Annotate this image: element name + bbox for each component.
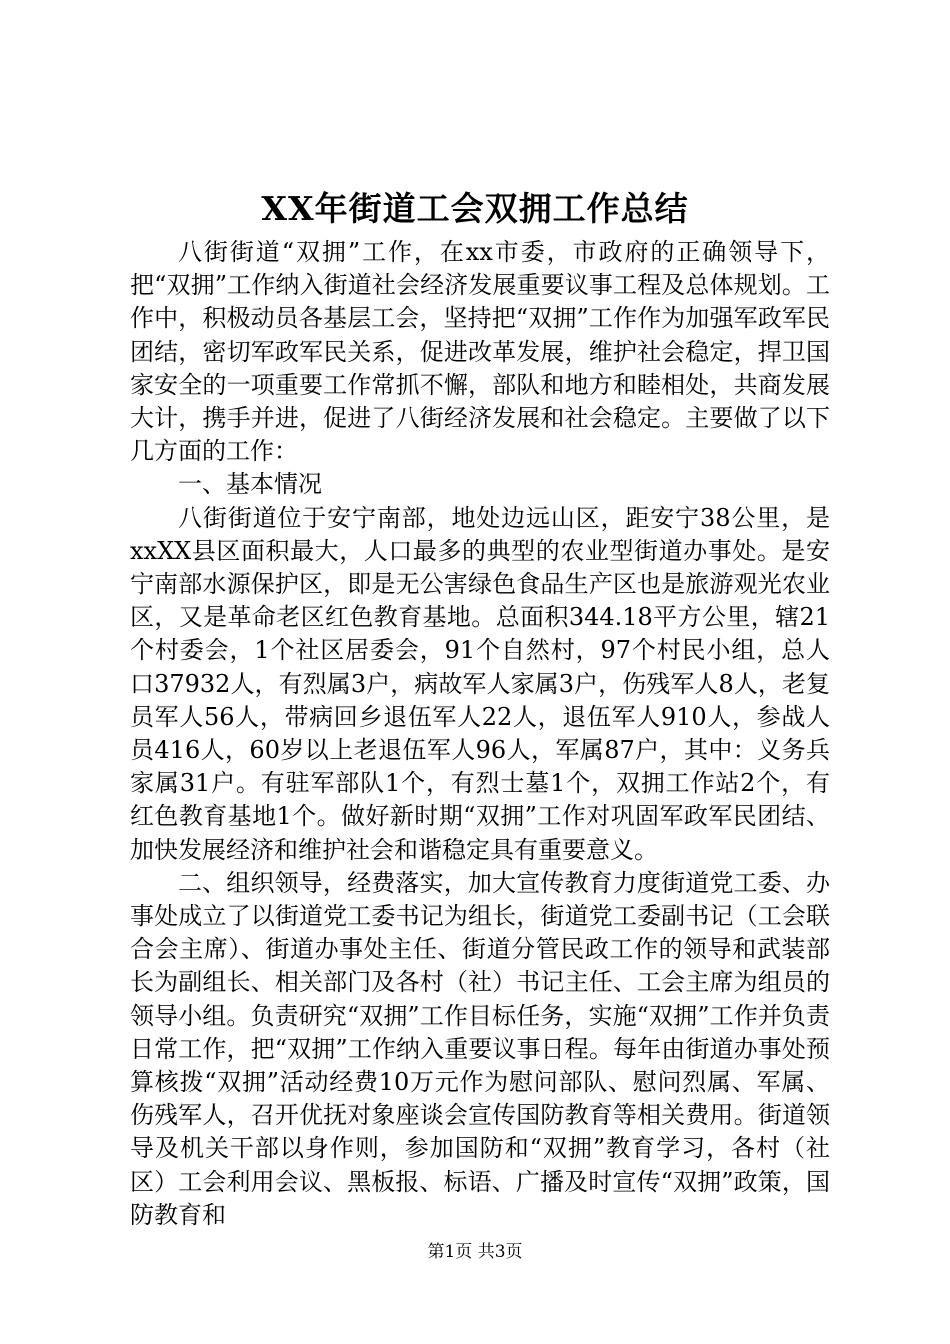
page-footer: 第1页 共3页: [427, 1242, 523, 1262]
section-heading-basic-situation: 一、基本情况: [178, 470, 322, 499]
paragraph-organization-leadership: 二、组织领导，经费落实，加大宣传教育力度街道党工委、办事处成立了以街道党工委书记为组长，街道党工委副书记（工会联合会主席）、街道办事处主任、街道分管民政工作的领导和武装部长为副组长、相关部门及各村（社）书记主任、工会主席为组员的领导小组。负责研究“双拥”工作目标任务，实施“双拥”工作并负责日常工作，把“双拥”工作纳入重要议事日程。每年由街道办事处预算核拨“双拥”活动经费10万元作为慰问部队、慰问烈属、军属、伤残军人，召开优抚对象座谈会宣传国防教育等相关费用。街道领导及机关干部以身作则，参加国防和“双拥”教育学习，各村（社区）工会利用会议、黑板报、标语、广播及时宣传“双拥”政策，国防教育和: [130, 868, 830, 1229]
paragraph-basic-situation: 八街街道位于安宁南部，地处边远山区，距安宁38公里，是xxXX县区面积最大，人口最多的典型的农业型街道办事处。是安宁南部水源保护区，即是无公害绿色食品生产区也是旅游观光农业区，又是革命老区红色教育基地。总面积344.18平方公里，辖21个村委会，1个社区居委会，91个自然村，97个村民小组，总人口37932人，有烈属3户，病故军人家属3户，伤残军人8人，老复员军人56人，带病回乡退伍军人22人，退伍军人910人，参战人员416人，60岁以上老退伍军人96人，军属87户，其中：义务兵家属31户。有驻军部队1个，有烈士墓1个，双拥工作站2个，有红色教育基地1个。做好新时期“双拥”工作对巩固军政军民团结、加快发展经济和维护社会和谐稳定具有重要意义。: [130, 503, 830, 864]
paragraph-intro: 八街街道“双拥”工作，在xx市委，市政府的正确领导下，把“双拥”工作纳入街道社会经济发展重要议事工程及总体规划。工作中，积极动员各基层工会，坚持把“双拥”工作作为加强军政军民团结，密切军政军民关系，促进改革发展，维护社会稳定，捍卫国家安全的一项重要工作常抓不懈，部队和地方和睦相处，共商发展大计，携手并进，促进了八街经济发展和社会稳定。主要做了以下几方面的工作：: [130, 238, 830, 466]
document-body: [130, 236, 830, 1232]
document-title: XX年街道工会双拥工作总结: [261, 189, 689, 228]
